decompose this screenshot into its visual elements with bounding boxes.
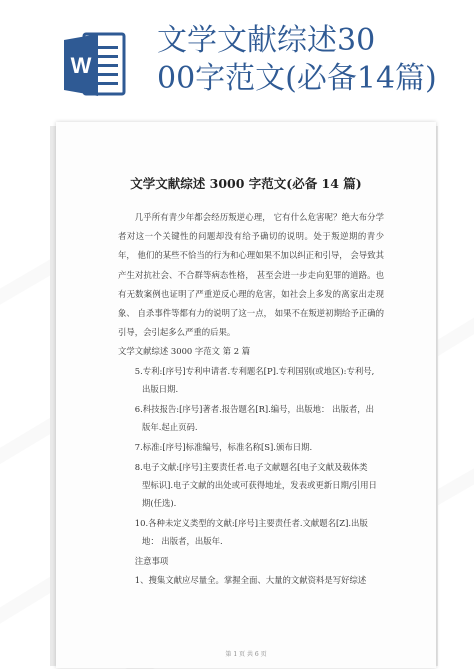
document-page bbox=[56, 122, 436, 668]
reference-item-8-line1: 8.电子文献:[序号]主要责任者.电子文献题名[电子文献及载体类 bbox=[134, 461, 368, 472]
banner-title-line2: 00字范文(必备14篇) bbox=[157, 61, 437, 96]
banner-title-line1: 文学文献综述30 bbox=[157, 23, 376, 58]
paragraph-1: 几乎所有青少年都会经历叛逆心理， 它有什么危害呢？绝大布分学者对这一个关键性的问题却没有给予确切的说明。处于叛逆期的青少年， 他们的某些不恰当的行为和心理如果不加以纠正和引导， 会导致其产生对抗社会、不合群等病态性格， 甚至会进一步走向犯罪的道路。也有无数案例也证明了严重逆反心理的危害，如社会上多发的离家出走现象、 自杀事件等都有力的说明了这一点， 如果不在叛逆初期给予正确的引导，会引起多么严重的后果。 bbox=[118, 212, 384, 338]
reference-item-7 bbox=[118, 438, 384, 456]
reference-item-10-line2: 地： 出版者，出版年. bbox=[142, 535, 223, 546]
reference-item-5-line1: 5.专利:[序号]专利申请者.专利题名[P].专利国别(或地区):专利号, bbox=[134, 365, 375, 376]
reference-item-6 bbox=[118, 400, 384, 436]
section-heading: 文学文献综述 3000 字范文 第 2 篇 bbox=[118, 346, 251, 357]
notes-heading: 注意事项 bbox=[134, 555, 169, 566]
reference-item-7-line1: 7.标准:[序号]标准编号，标准名称[S].颁布日期. bbox=[134, 441, 313, 452]
reference-item-8 bbox=[118, 458, 384, 512]
reference-item-6-line2: 版年.起止页码. bbox=[142, 421, 198, 432]
reference-item-10-line1: 10.各种未定义类型的文献:[序号]主要责任者.文献题名[Z].出版 bbox=[134, 517, 368, 528]
reference-item-8-line2: 型标识].电子文献的出处或可获得地址，发表或更新日期/引用日期(任选). bbox=[142, 479, 377, 508]
reference-item-5-line2: 出版日期. bbox=[142, 383, 179, 394]
page-footer: 第 1 页 共 6 页 bbox=[225, 651, 267, 658]
reference-item-10 bbox=[118, 514, 384, 550]
header-banner bbox=[0, 0, 474, 120]
word-icon bbox=[62, 28, 128, 102]
document-title: 文学文献综述 3000 字范文(必备 14 篇) bbox=[130, 176, 362, 191]
reference-item-6-line1: 6.科技报告:[序号]著者.报告题名[R].编号，出版地： 出版者，出 bbox=[134, 403, 374, 414]
svg-text:W: W bbox=[70, 53, 92, 78]
document-body bbox=[118, 208, 384, 590]
reference-item-5 bbox=[118, 362, 384, 398]
banner-title bbox=[157, 22, 457, 98]
note-1: 1、搜集文献应尽量全。掌握全面、大量的文献资料是写好综述 bbox=[134, 574, 367, 585]
